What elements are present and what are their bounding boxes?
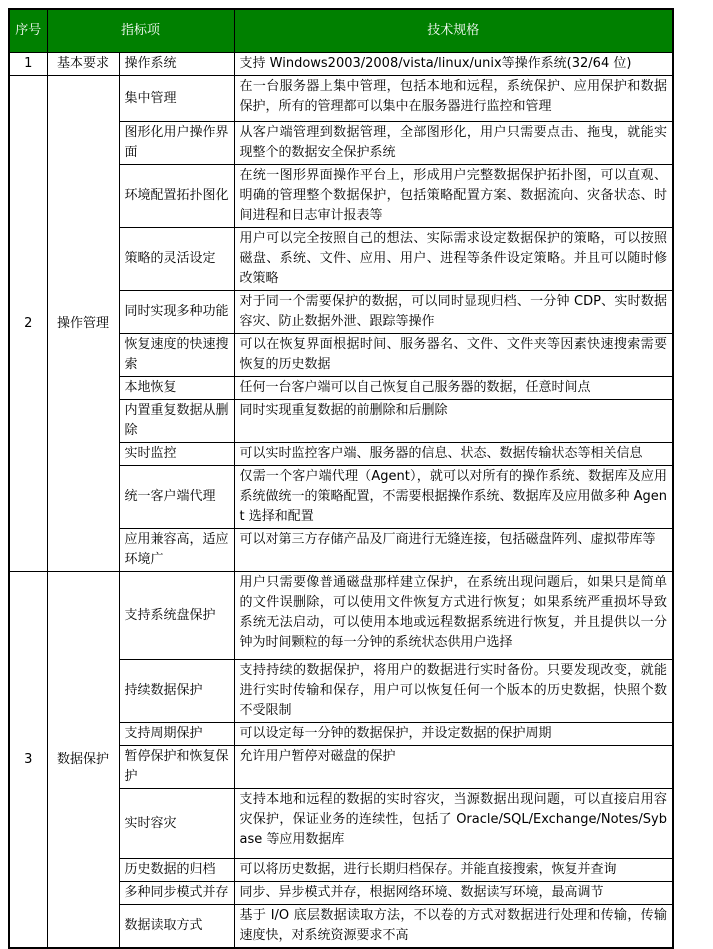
indicator-cell: 同时实现多种功能	[119, 291, 234, 334]
serial-cell: 1	[9, 53, 47, 76]
table-row	[9, 76, 673, 122]
spec-cell: 允许用户暂停对磁盘的保护	[234, 746, 673, 789]
header-indicator-cell: 指标项	[47, 9, 234, 53]
spec-cell: 基于 I/O 底层数据读取方法，不以卷的方式对数据进行处理和传输，传输速度快，对系统资源要求不高	[234, 905, 673, 949]
spec-cell: 可以对第三方存储产品及厂商进行无缝连接，包括磁盘阵列、虚拟带库等	[234, 529, 673, 572]
indicator-cell: 实时容灾	[119, 789, 234, 859]
indicator-cell: 图形化用户操作界面	[119, 122, 234, 165]
spec-cell: 支持持续的数据保护，将用户的数据进行实时备份。只要发现改变，就能进行实时传输和保存，用户可以恢复任何一个版本的历史数据，快照个数不受限制	[234, 660, 673, 723]
indicator-cell: 多种同步模式并存	[119, 882, 234, 905]
indicator-cell: 内置重复数据从删除	[119, 400, 234, 443]
serial-cell: 2	[9, 76, 47, 572]
spec-cell: 在一台服务器上集中管理，包括本地和远程，系统保护、应用保护和数据保护，所有的管理都可以集中在服务器进行监控和管理	[234, 76, 673, 122]
category-cell: 基本要求	[47, 53, 119, 76]
spec-cell: 可以在恢复界面根据时间、服务器名、文件、文件夹等因素快速搜索需要恢复的历史数据	[234, 334, 673, 377]
spec-cell: 可以实时监控客户端、服务器的信息、状态、数据传输状态等相关信息	[234, 443, 673, 466]
indicator-cell: 策略的灵活设定	[119, 228, 234, 291]
header-spec-cell: 技术规格	[234, 9, 673, 53]
indicator-cell: 应用兼容高，适应环境广	[119, 529, 234, 572]
indicator-cell: 本地恢复	[119, 377, 234, 400]
indicator-cell: 恢复速度的快速搜索	[119, 334, 234, 377]
indicator-cell: 支持周期保护	[119, 723, 234, 746]
table-row	[9, 572, 673, 660]
spec-cell: 可以将历史数据，进行长期归档保存。并能直接搜索，恢复并查询	[234, 859, 673, 882]
spec-cell: 同步、异步模式并存，根据网络环境、数据读写环境，最高调节	[234, 882, 673, 905]
category-cell: 数据保护	[47, 572, 119, 949]
indicator-cell: 操作系统	[119, 53, 234, 76]
spec-cell: 用户可以完全按照自己的想法、实际需求设定数据保护的策略，可以按照磁盘、系统、文件、应用、用户、进程等条件设定策略。并且可以随时修改策略	[234, 228, 673, 291]
spec-cell: 支持本地和远程的数据的实时容灾，当源数据出现问题，可以直接启用容灾保护，保证业务的连续性，包括了 Oracle/SQL/Exchange/Notes/Sybase 等应用数据库	[234, 789, 673, 859]
spec-cell: 对于同一个需要保护的数据，可以同时显现归档、一分钟 CDP、实时数据容灾、防止数据外泄、跟踪等操作	[234, 291, 673, 334]
serial-cell: 3	[9, 572, 47, 949]
spec-cell: 在统一图形界面操作平台上，形成用户完整数据保护拓扑图，可以直观、明确的管理整个数据保护，包括策略配置方案、数据流向、灾备状态、时间进程和日志审计报表等	[234, 165, 673, 228]
spec-cell: 任何一台客户端可以自己恢复自己服务器的数据，任意时间点	[234, 377, 673, 400]
indicator-cell: 支持系统盘保护	[119, 572, 234, 660]
spec-cell: 可以设定每一分钟的数据保护，并设定数据的保护周期	[234, 723, 673, 746]
spec-cell: 仅需一个客户端代理（Agent），就可以对所有的操作系统、数据库及应用系统做统一的策略配置，不需要根据操作系统、数据库及应用做多种 Agent 选择和配置	[234, 466, 673, 529]
spec-cell: 用户只需要像普通磁盘那样建立保护，在系统出现问题后，如果只是简单的文件误删除，可以使用文件恢复方式进行恢复；如果系统严重损坏导致系统无法启动，可以使用本地或远程数据系统进行恢复，并且提供以一分钟为时间颗粒的每一分钟的系统状态供用户选择	[234, 572, 673, 660]
table-row	[9, 53, 673, 76]
spec-cell: 从客户端管理到数据管理，全部图形化，用户只需要点击、拖曳，就能实现整个的数据安全保护系统	[234, 122, 673, 165]
indicator-cell: 历史数据的归档	[119, 859, 234, 882]
indicator-cell: 持续数据保护	[119, 660, 234, 723]
indicator-cell: 环境配置拓扑图化	[119, 165, 234, 228]
indicator-cell: 集中管理	[119, 76, 234, 122]
category-cell: 操作管理	[47, 76, 119, 572]
indicator-cell: 统一客户端代理	[119, 466, 234, 529]
indicator-cell: 实时监控	[119, 443, 234, 466]
spec-cell: 同时实现重复数据的前删除和后删除	[234, 400, 673, 443]
header-serial-cell: 序号	[9, 9, 47, 53]
spec-cell: 支持 Windows2003/2008/vista/linux/unix等操作系统(32/64 位)	[234, 53, 673, 76]
spec-table	[8, 8, 674, 949]
indicator-cell: 数据读取方式	[119, 905, 234, 949]
indicator-cell: 暂停保护和恢复保护	[119, 746, 234, 789]
header-row	[9, 9, 673, 53]
